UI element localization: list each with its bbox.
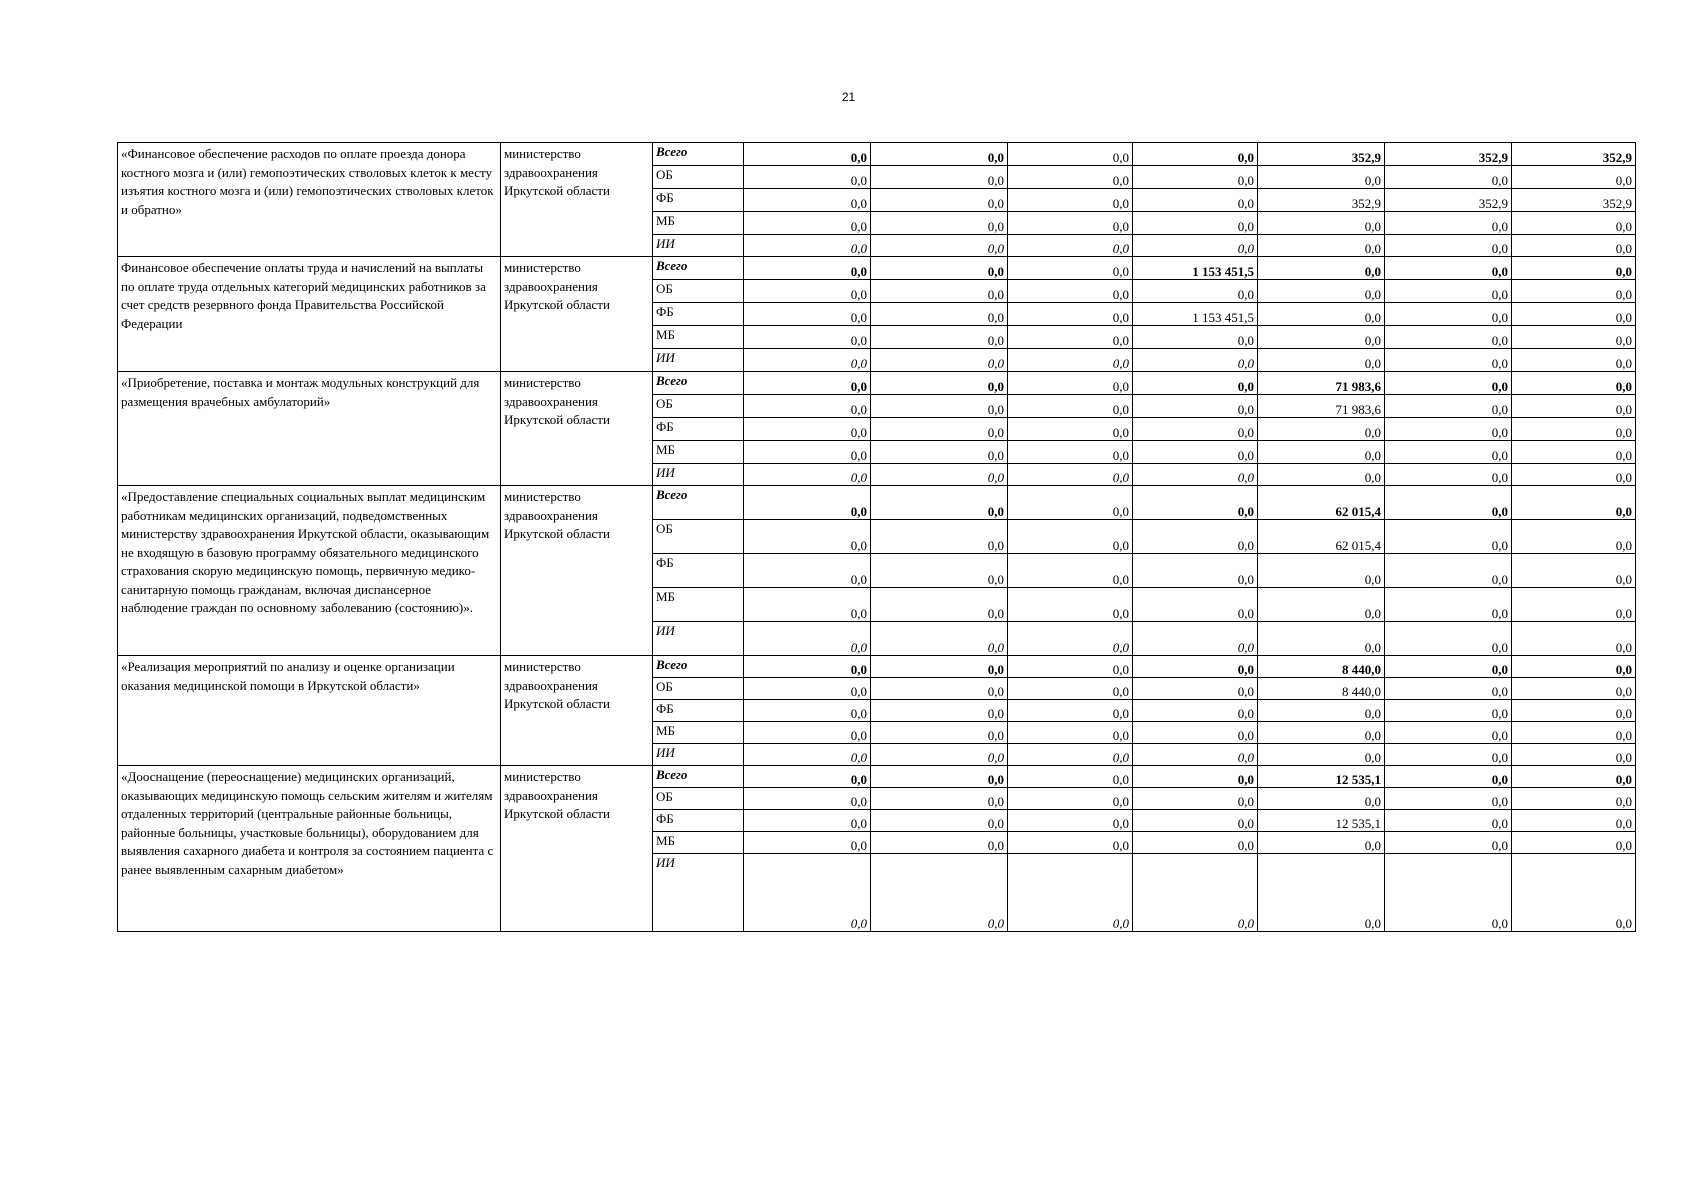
amount-cell: 0,0	[1512, 700, 1636, 722]
amount-cell: 0,0	[871, 235, 1008, 257]
amount-cell: 0,0	[1512, 257, 1636, 280]
amount-cell: 0,0	[1008, 418, 1133, 441]
amount-cell: 0,0	[1133, 441, 1258, 464]
amount-cell: 0,0	[1258, 788, 1385, 810]
amount-cell: 0,0	[871, 788, 1008, 810]
amount-cell: 0,0	[1385, 722, 1512, 744]
funding-source: МБ	[653, 832, 744, 854]
amount-cell: 352,9	[1512, 189, 1636, 212]
amount-cell: 1 153 451,5	[1133, 257, 1258, 280]
funding-source: ИИ	[653, 622, 744, 656]
funding-source: ИИ	[653, 464, 744, 486]
amount-cell: 0,0	[1008, 257, 1133, 280]
funding-source: Всего	[653, 766, 744, 788]
amount-cell: 0,0	[1133, 486, 1258, 520]
table-row	[118, 257, 1636, 280]
amount-cell: 0,0	[1133, 520, 1258, 554]
amount-cell: 0,0	[1133, 395, 1258, 418]
amount-cell: 0,0	[1258, 854, 1385, 932]
amount-cell: 0,0	[1385, 854, 1512, 932]
amount-cell: 0,0	[871, 832, 1008, 854]
amount-cell: 0,0	[871, 395, 1008, 418]
amount-cell: 0,0	[1385, 622, 1512, 656]
amount-cell: 0,0	[1512, 166, 1636, 189]
amount-cell: 0,0	[1008, 854, 1133, 932]
amount-cell: 0,0	[1258, 235, 1385, 257]
amount-cell: 0,0	[1385, 418, 1512, 441]
amount-cell: 0,0	[744, 832, 871, 854]
amount-cell: 0,0	[1385, 486, 1512, 520]
amount-cell: 0,0	[1258, 166, 1385, 189]
amount-cell: 0,0	[1385, 280, 1512, 303]
funding-source: МБ	[653, 441, 744, 464]
amount-cell: 0,0	[744, 257, 871, 280]
amount-cell: 0,0	[1385, 810, 1512, 832]
amount-cell: 0,0	[1133, 588, 1258, 622]
amount-cell: 0,0	[1133, 854, 1258, 932]
amount-cell: 352,9	[1512, 143, 1636, 166]
amount-cell: 0,0	[1385, 832, 1512, 854]
amount-cell: 0,0	[871, 189, 1008, 212]
funding-source: ОБ	[653, 395, 744, 418]
amount-cell: 0,0	[744, 235, 871, 257]
amount-cell: 0,0	[871, 520, 1008, 554]
amount-cell: 0,0	[744, 722, 871, 744]
amount-cell: 0,0	[744, 744, 871, 766]
amount-cell: 0,0	[744, 622, 871, 656]
amount-cell: 0,0	[1133, 166, 1258, 189]
amount-cell: 62 015,4	[1258, 486, 1385, 520]
amount-cell: 0,0	[744, 280, 871, 303]
activity-title: «Финансовое обеспечение расходов по оплате проезда донора костного мозга и (или) гемопоэтических стволовых клеток к месту изъятия костного мозга и (или) гемопоэтических стволовых клеток и обратно»	[118, 143, 501, 257]
table-row	[118, 486, 1636, 520]
amount-cell: 62 015,4	[1258, 520, 1385, 554]
amount-cell: 0,0	[1258, 303, 1385, 326]
amount-cell: 0,0	[1133, 418, 1258, 441]
amount-cell: 0,0	[744, 656, 871, 678]
amount-cell: 0,0	[1385, 588, 1512, 622]
amount-cell: 0,0	[1512, 788, 1636, 810]
amount-cell: 0,0	[1385, 788, 1512, 810]
funding-source: МБ	[653, 588, 744, 622]
amount-cell: 0,0	[1385, 554, 1512, 588]
amount-cell: 0,0	[744, 520, 871, 554]
amount-cell: 0,0	[1385, 303, 1512, 326]
amount-cell: 0,0	[871, 656, 1008, 678]
amount-cell: 0,0	[1133, 678, 1258, 700]
amount-cell: 0,0	[744, 788, 871, 810]
amount-cell: 0,0	[1008, 810, 1133, 832]
funding-source: ИИ	[653, 349, 744, 372]
table-row	[118, 372, 1636, 395]
amount-cell: 8 440,0	[1258, 678, 1385, 700]
amount-cell: 12 535,1	[1258, 810, 1385, 832]
amount-cell: 0,0	[1133, 832, 1258, 854]
amount-cell: 0,0	[1258, 257, 1385, 280]
amount-cell: 0,0	[1512, 656, 1636, 678]
executor: министерство здравоохранения Иркутской области	[501, 486, 653, 656]
amount-cell: 0,0	[871, 810, 1008, 832]
amount-cell: 0,0	[1258, 622, 1385, 656]
funding-source: Всего	[653, 486, 744, 520]
funding-source: ИИ	[653, 854, 744, 932]
amount-cell: 0,0	[1512, 464, 1636, 486]
amount-cell: 0,0	[1008, 143, 1133, 166]
amount-cell: 0,0	[1385, 326, 1512, 349]
table-row	[118, 656, 1636, 678]
amount-cell: 0,0	[1385, 678, 1512, 700]
amount-cell: 0,0	[1008, 678, 1133, 700]
amount-cell: 0,0	[1008, 441, 1133, 464]
amount-cell: 0,0	[744, 166, 871, 189]
amount-cell: 8 440,0	[1258, 656, 1385, 678]
funding-source: Всего	[653, 143, 744, 166]
amount-cell: 0,0	[1512, 588, 1636, 622]
amount-cell: 0,0	[871, 418, 1008, 441]
amount-cell: 0,0	[1133, 235, 1258, 257]
amount-cell: 0,0	[1133, 622, 1258, 656]
amount-cell: 0,0	[1512, 622, 1636, 656]
amount-cell: 0,0	[871, 441, 1008, 464]
amount-cell: 0,0	[1385, 372, 1512, 395]
amount-cell: 0,0	[1512, 722, 1636, 744]
amount-cell: 0,0	[1385, 257, 1512, 280]
funding-source: ФБ	[653, 303, 744, 326]
amount-cell: 0,0	[871, 700, 1008, 722]
amount-cell: 0,0	[1008, 588, 1133, 622]
amount-cell: 0,0	[871, 212, 1008, 235]
amount-cell: 0,0	[1008, 656, 1133, 678]
amount-cell: 0,0	[1258, 700, 1385, 722]
amount-cell: 0,0	[1512, 349, 1636, 372]
amount-cell: 0,0	[871, 622, 1008, 656]
amount-cell: 0,0	[744, 143, 871, 166]
amount-cell: 0,0	[1385, 744, 1512, 766]
amount-cell: 0,0	[1385, 520, 1512, 554]
amount-cell: 0,0	[871, 486, 1008, 520]
amount-cell: 0,0	[871, 326, 1008, 349]
amount-cell: 0,0	[1512, 212, 1636, 235]
amount-cell: 0,0	[871, 372, 1008, 395]
amount-cell: 0,0	[1008, 303, 1133, 326]
amount-cell: 0,0	[1133, 744, 1258, 766]
amount-cell: 352,9	[1258, 189, 1385, 212]
executor: министерство здравоохранения Иркутской области	[501, 372, 653, 486]
amount-cell: 352,9	[1385, 189, 1512, 212]
amount-cell: 0,0	[871, 678, 1008, 700]
amount-cell: 0,0	[744, 418, 871, 441]
funding-source: Всего	[653, 372, 744, 395]
amount-cell: 0,0	[871, 303, 1008, 326]
amount-cell: 0,0	[1258, 554, 1385, 588]
funding-source: ФБ	[653, 700, 744, 722]
amount-cell: 0,0	[1385, 700, 1512, 722]
amount-cell: 0,0	[1385, 166, 1512, 189]
activity-title: «Предоставление специальных социальных выплат медицинским работникам медицинских организаций, подведомственных министерству здравоохранения Иркутской области, оказывающим не входящую в базовую программу обязательного медицинского страхования скорую медицинскую помощь, первичную медико-санитарную помощь гражданам, включая диспансерное наблюдение граждан по основному заболеванию (состоянию)».	[118, 486, 501, 656]
amount-cell: 12 535,1	[1258, 766, 1385, 788]
amount-cell: 0,0	[1008, 395, 1133, 418]
amount-cell: 0,0	[1133, 189, 1258, 212]
amount-cell: 0,0	[1385, 235, 1512, 257]
funding-source: ОБ	[653, 678, 744, 700]
amount-cell: 0,0	[1258, 349, 1385, 372]
amount-cell: 0,0	[1258, 326, 1385, 349]
amount-cell: 0,0	[1008, 326, 1133, 349]
amount-cell: 0,0	[1385, 464, 1512, 486]
amount-cell: 0,0	[1133, 326, 1258, 349]
amount-cell: 0,0	[744, 554, 871, 588]
amount-cell: 0,0	[871, 554, 1008, 588]
amount-cell: 0,0	[1008, 189, 1133, 212]
amount-cell: 0,0	[1008, 744, 1133, 766]
amount-cell: 0,0	[1512, 395, 1636, 418]
amount-cell: 0,0	[871, 166, 1008, 189]
amount-cell: 352,9	[1385, 143, 1512, 166]
amount-cell: 0,0	[1008, 212, 1133, 235]
amount-cell: 0,0	[1512, 744, 1636, 766]
funding-source: ФБ	[653, 189, 744, 212]
table-row	[118, 766, 1636, 788]
amount-cell: 0,0	[1385, 656, 1512, 678]
amount-cell: 0,0	[871, 588, 1008, 622]
amount-cell: 0,0	[1385, 349, 1512, 372]
amount-cell: 0,0	[1385, 395, 1512, 418]
amount-cell: 0,0	[1133, 212, 1258, 235]
funding-source: Всего	[653, 656, 744, 678]
page-number: 21	[841, 90, 856, 104]
funding-source: ФБ	[653, 418, 744, 441]
amount-cell: 0,0	[744, 810, 871, 832]
amount-cell: 0,0	[1133, 788, 1258, 810]
amount-cell: 0,0	[871, 854, 1008, 932]
amount-cell: 0,0	[1258, 464, 1385, 486]
amount-cell: 0,0	[1008, 372, 1133, 395]
amount-cell: 0,0	[744, 766, 871, 788]
amount-cell: 0,0	[1008, 166, 1133, 189]
amount-cell: 0,0	[1008, 280, 1133, 303]
activity-title: «Приобретение, поставка и монтаж модульных конструкций для размещения врачебных амбулаторий»	[118, 372, 501, 486]
amount-cell: 0,0	[1258, 418, 1385, 441]
amount-cell: 0,0	[1258, 441, 1385, 464]
table-body	[118, 143, 1636, 932]
amount-cell: 0,0	[1008, 486, 1133, 520]
amount-cell: 0,0	[1512, 486, 1636, 520]
amount-cell: 71 983,6	[1258, 372, 1385, 395]
amount-cell: 0,0	[871, 766, 1008, 788]
amount-cell: 0,0	[1258, 722, 1385, 744]
amount-cell: 0,0	[1258, 744, 1385, 766]
amount-cell: 71 983,6	[1258, 395, 1385, 418]
amount-cell: 0,0	[871, 349, 1008, 372]
activity-title: Финансовое обеспечение оплаты труда и начислений на выплаты по оплате труда отдельных категорий медицинских работников за счет средств резервного фонда Правительства Российской Федерации	[118, 257, 501, 372]
amount-cell: 1 153 451,5	[1133, 303, 1258, 326]
amount-cell: 0,0	[1385, 441, 1512, 464]
budget-table	[117, 142, 1636, 932]
funding-source: Всего	[653, 257, 744, 280]
amount-cell: 0,0	[1008, 520, 1133, 554]
funding-source: ИИ	[653, 744, 744, 766]
amount-cell: 0,0	[1258, 832, 1385, 854]
funding-source: ОБ	[653, 520, 744, 554]
amount-cell: 0,0	[871, 744, 1008, 766]
amount-cell: 0,0	[744, 303, 871, 326]
amount-cell: 0,0	[1008, 464, 1133, 486]
amount-cell: 0,0	[744, 700, 871, 722]
amount-cell: 0,0	[1133, 349, 1258, 372]
funding-source: ОБ	[653, 788, 744, 810]
amount-cell: 0,0	[1512, 832, 1636, 854]
amount-cell: 0,0	[1133, 722, 1258, 744]
amount-cell: 0,0	[1258, 588, 1385, 622]
amount-cell: 0,0	[1133, 656, 1258, 678]
funding-source: МБ	[653, 722, 744, 744]
amount-cell: 0,0	[1258, 212, 1385, 235]
amount-cell: 0,0	[744, 854, 871, 932]
amount-cell: 0,0	[744, 464, 871, 486]
amount-cell: 0,0	[1008, 554, 1133, 588]
amount-cell: 0,0	[1008, 349, 1133, 372]
amount-cell: 0,0	[1512, 303, 1636, 326]
table-row	[118, 143, 1636, 166]
executor: министерство здравоохранения Иркутской области	[501, 257, 653, 372]
funding-source: ОБ	[653, 166, 744, 189]
amount-cell: 352,9	[1258, 143, 1385, 166]
amount-cell: 0,0	[1512, 810, 1636, 832]
amount-cell: 0,0	[744, 326, 871, 349]
funding-source: МБ	[653, 212, 744, 235]
amount-cell: 0,0	[1512, 235, 1636, 257]
amount-cell: 0,0	[744, 349, 871, 372]
amount-cell: 0,0	[1133, 372, 1258, 395]
amount-cell: 0,0	[1133, 464, 1258, 486]
amount-cell: 0,0	[1258, 280, 1385, 303]
amount-cell: 0,0	[871, 143, 1008, 166]
amount-cell: 0,0	[1133, 700, 1258, 722]
amount-cell: 0,0	[1133, 143, 1258, 166]
funding-source: ФБ	[653, 810, 744, 832]
executor: министерство здравоохранения Иркутской области	[501, 143, 653, 257]
executor: министерство здравоохранения Иркутской области	[501, 656, 653, 766]
amount-cell: 0,0	[1512, 854, 1636, 932]
amount-cell: 0,0	[1008, 832, 1133, 854]
amount-cell: 0,0	[744, 441, 871, 464]
amount-cell: 0,0	[744, 395, 871, 418]
amount-cell: 0,0	[1512, 280, 1636, 303]
amount-cell: 0,0	[1512, 372, 1636, 395]
amount-cell: 0,0	[1133, 280, 1258, 303]
amount-cell: 0,0	[744, 189, 871, 212]
amount-cell: 0,0	[871, 257, 1008, 280]
amount-cell: 0,0	[1512, 678, 1636, 700]
amount-cell: 0,0	[1008, 766, 1133, 788]
amount-cell: 0,0	[1512, 326, 1636, 349]
amount-cell: 0,0	[1008, 235, 1133, 257]
amount-cell: 0,0	[1008, 700, 1133, 722]
funding-source: ФБ	[653, 554, 744, 588]
amount-cell: 0,0	[1385, 212, 1512, 235]
amount-cell: 0,0	[744, 486, 871, 520]
amount-cell: 0,0	[1133, 554, 1258, 588]
amount-cell: 0,0	[744, 372, 871, 395]
activity-title: «Реализация мероприятий по анализу и оценке организации оказания медицинской помощи в Иркутской области»	[118, 656, 501, 766]
activity-title: «Дооснащение (переоснащение) медицинских организаций, оказывающих медицинскую помощь сельским жителям и жителям отдаленных территорий (центральные районные больницы, районные больницы, участковые больницы), оборудованием для выявления сахарного диабета и контроля за состоянием пациента с ранее выявленным сахарным диабетом»	[118, 766, 501, 932]
amount-cell: 0,0	[871, 280, 1008, 303]
amount-cell: 0,0	[744, 212, 871, 235]
amount-cell: 0,0	[871, 464, 1008, 486]
amount-cell: 0,0	[1512, 520, 1636, 554]
amount-cell: 0,0	[1133, 810, 1258, 832]
amount-cell: 0,0	[1512, 554, 1636, 588]
amount-cell: 0,0	[1512, 441, 1636, 464]
funding-source: ИИ	[653, 235, 744, 257]
executor: министерство здравоохранения Иркутской области	[501, 766, 653, 932]
amount-cell: 0,0	[1512, 766, 1636, 788]
amount-cell: 0,0	[1008, 622, 1133, 656]
amount-cell: 0,0	[1512, 418, 1636, 441]
funding-source: МБ	[653, 326, 744, 349]
funding-source: ОБ	[653, 280, 744, 303]
amount-cell: 0,0	[744, 588, 871, 622]
amount-cell: 0,0	[1008, 788, 1133, 810]
amount-cell: 0,0	[1385, 766, 1512, 788]
amount-cell: 0,0	[744, 678, 871, 700]
amount-cell: 0,0	[1008, 722, 1133, 744]
amount-cell: 0,0	[1133, 766, 1258, 788]
amount-cell: 0,0	[871, 722, 1008, 744]
